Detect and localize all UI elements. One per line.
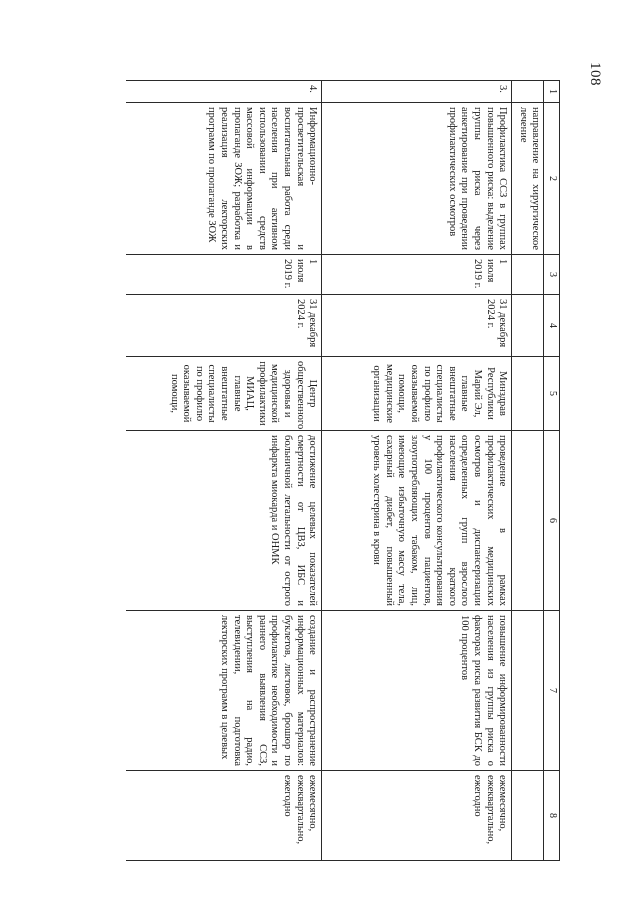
header-cell: 7 <box>544 611 560 771</box>
header-cell: 8 <box>544 771 560 861</box>
table-cell <box>512 103 544 255</box>
header-row <box>544 81 560 861</box>
table-cell <box>512 255 544 295</box>
activity: проведение в рамках профилактических медицинских осмотров и диспансеризации определенных групп взрослого населения краткого профилактического консультирования у 100 процентов пациентов, злоупотребляющих табаком, лиц, имеющие избыточную массу тела, сахарный диабет, повышенный уровень холестерина в крови <box>322 431 512 611</box>
periodicity: ежемесячно, ежеквартально, ежегодно <box>126 771 322 861</box>
continuation-text: направление на хирургическое лечение <box>517 107 542 250</box>
table-row <box>322 81 512 861</box>
header-cell: 4 <box>544 295 560 357</box>
row-number: 4. <box>126 81 322 103</box>
table-cell <box>512 771 544 861</box>
header-cell: 6 <box>544 431 560 611</box>
expected-result: создание и распространение информационных материалов: буклетов, листовок, брошюр по профилактике необходимости и раннего выявления ССЗ, выступления на радио, телевидении, подготовка лекторских программ в целевых <box>126 611 322 771</box>
header-cell: 5 <box>544 357 560 431</box>
periodicity: ежемесячно, ежеквартально, ежегодно <box>322 771 512 861</box>
table-cell <box>512 611 544 771</box>
activity: достижение целевых показателей смертности от ЦВЗ, ИБС и больничной летальности от острого инфаркта миокарда и ОНМК <box>126 431 322 611</box>
header-cell: 2 <box>544 103 560 255</box>
table-cell <box>512 295 544 357</box>
row-number: 3. <box>322 81 512 103</box>
header-cell: 3 <box>544 255 560 295</box>
page-number: 108 <box>587 62 603 86</box>
table-cell <box>512 357 544 431</box>
measure-name: Информационно-просветительская и воспитательная работа среди населения при активном использовании средств массовой информации в пропаганде ЗОЖ; разработка и реализация лекторских программ по пропаганде ЗОЖ <box>126 103 322 255</box>
rotated-table-stage <box>107 80 560 860</box>
continuation-row <box>512 81 544 861</box>
table-cell <box>512 81 544 103</box>
end-date: 31 декабря 2024 г. <box>322 295 512 357</box>
header-cell: 1 <box>544 81 560 103</box>
start-date: 1 июля 2019 г. <box>126 255 322 295</box>
expected-result: повышение информированности населения из группы риска о факторах риска развития БСК до 100 процентов <box>322 611 512 771</box>
executor: Минздрав Республики Марий Эл, главные внештатные специалисты по профилю оказываемой помощи, медицинские организации <box>322 357 512 431</box>
start-date: 1 июля 2019 г. <box>322 255 512 295</box>
measure-name: Профилактика ССЗ в группах повышенного риска: выделение группы риска через анкетирование при проведении профилактических осмотров <box>322 103 512 255</box>
end-date: 31 декабря 2024 г. <box>126 295 322 357</box>
executor: Центр общественного здоровья и медицинской профилактики МИАЦ, главные внештатные специалисты по профилю оказываемой помощи, <box>126 357 322 431</box>
table-cell <box>512 431 544 611</box>
measures-table <box>126 80 560 861</box>
table-row <box>126 81 322 861</box>
